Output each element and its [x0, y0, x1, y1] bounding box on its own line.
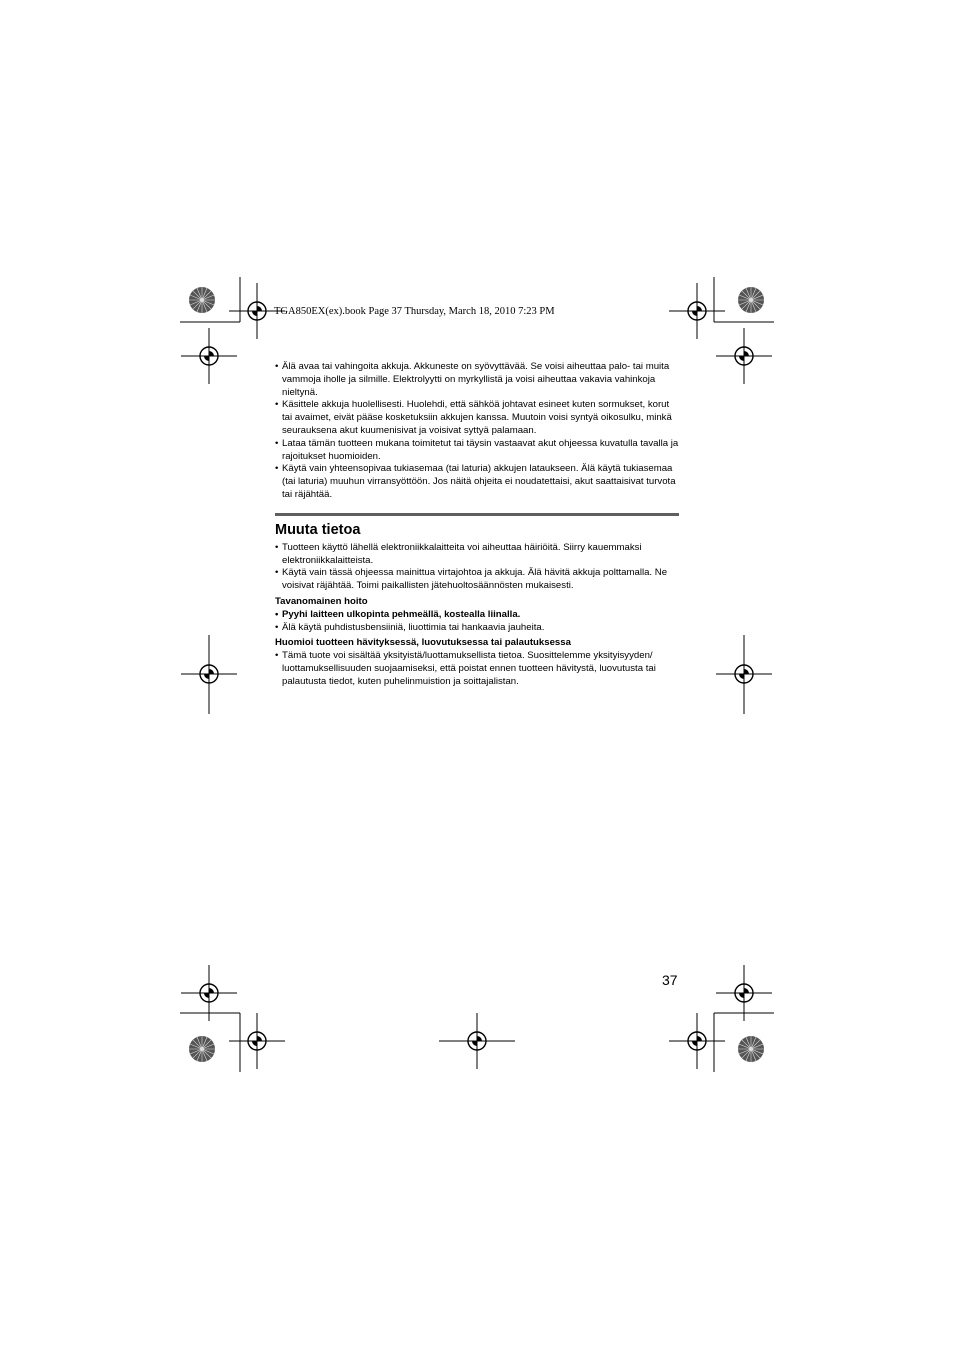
other-info-list [275, 542, 679, 593]
print-file-info: TGA850EX(ex).book Page 37 Thursday, March 18, 2010 7:23 PM [274, 306, 555, 317]
list-item: • Käytä vain yhteensopivaa tukiasemaa (tai laturia) akkujen lataukseen. Älä käytä tukiasemaa (tai laturia) muuhun virransyöttöön. Jos näitä ohjeita ei noudatettaisi, akut saattaisivat turvota tai räjähtää. [275, 463, 679, 501]
section-divider [275, 513, 679, 516]
page-number: 37 [662, 972, 678, 988]
list-item: • Älä käytä puhdistusbensiiniä, liuottimia tai hankaavia jauheita. [275, 622, 679, 635]
list-item: • Tuotteen käyttö lähellä elektroniikkalaitteita voi aiheuttaa häiriöitä. Siirry kauemmaksi elektroniikkalaitteista. [275, 542, 679, 568]
battery-safety-list [275, 361, 679, 502]
page-content [275, 361, 679, 689]
crop-mark-top-right [669, 277, 774, 384]
disposal-heading: Huomioi tuotteen hävityksessä, luovutuksessa tai palautuksessa [275, 637, 571, 649]
list-item: • Käsittele akkuja huolellisesti. Huolehdi, että sähköä johtavat esineet kuten sormukset, korut tai avaimet, eivät pääse kosketuksiin akkujen kanssa. Muutoin voisi syntyä oikosulku, minkä seurauksena akut kuumenisivat ja voisivat syttyä palamaan. [275, 399, 679, 437]
list-item: • Pyyhi laitteen ulkopinta pehmeällä, kostealla liinalla. [275, 609, 679, 622]
list-item: • Lataa tämän tuotteen mukana toimitetut tai täysin vastaavat akut ohjeessa kuvatulla tavalla ja rajoitukset huomioiden. [275, 438, 679, 464]
section-title: Muuta tietoa [275, 521, 361, 538]
crop-mark-bottom-left [180, 965, 285, 1072]
list-item: • Käytä vain tässä ohjeessa mainittua virtajohtoa ja akkuja. Älä hävitä akkuja polttamalla. Ne voisivat räjähtää. Toimi paikallisten jätehuoltosäännösten mukaisesti. [275, 567, 679, 593]
crop-mark-bottom-right [669, 965, 774, 1072]
list-item: • Tämä tuote voi sisältää yksityistä/luottamuksellista tietoa. Suosittelemme yksityisyyden/ luottamuksellisuuden suojaamiseksi, että poistat ennen tuotteen hävitystä, luovutusta tai palautusta tiedot, kuten puhelinmuistion ja soittajalistan. [275, 650, 679, 688]
crop-mark-top-left [180, 277, 285, 384]
care-heading: Tavanomainen hoito [275, 595, 368, 607]
list-item: • Älä avaa tai vahingoita akkuja. Akkuneste on syövyttävää. Se voisi aiheuttaa palo- tai muita vammoja iholle ja silmille. Elektrolyytti on myrkyllistä ja voisi aiheuttaa vakavia vahinkoja nieltynä. [275, 361, 679, 399]
